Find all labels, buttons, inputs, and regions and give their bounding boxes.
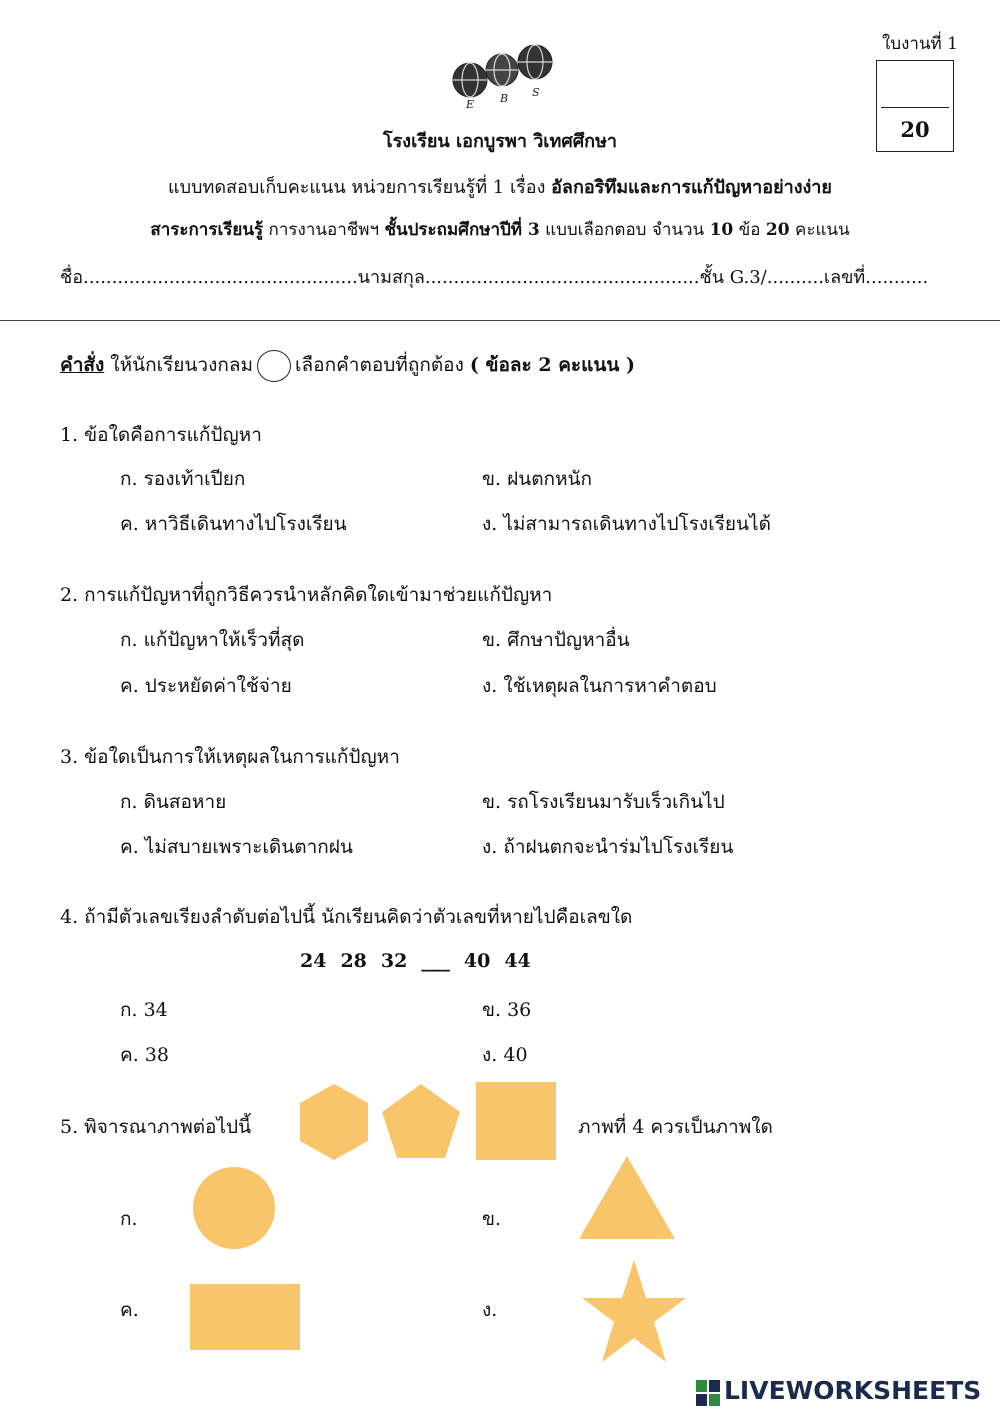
- question-count: 10: [709, 220, 734, 240]
- q5-option-d[interactable]: ง.: [482, 1299, 498, 1321]
- q1-option-a[interactable]: ก. รองเท้าเปียก: [120, 468, 246, 490]
- square-icon: [476, 1082, 556, 1160]
- q5-option-c[interactable]: ค.: [120, 1299, 139, 1321]
- q2-option-d[interactable]: ง. ใช้เหตุผลในการหาคำตอบ: [482, 675, 717, 697]
- circle-icon: [257, 350, 291, 382]
- rectangle-icon[interactable]: [190, 1284, 300, 1350]
- grade-label: ชั้นประถมศึกษาปีที่ 3: [384, 220, 540, 240]
- q5-option-b[interactable]: ข.: [482, 1208, 502, 1230]
- points-unit: คะแนน: [789, 220, 850, 240]
- logo-letter-e: E: [466, 98, 475, 111]
- hexagon-icon: [298, 1082, 370, 1162]
- instruction-label: คำสั่ง: [60, 354, 105, 376]
- test-topic: อัลกอริทึมและการแก้ปัญหาอย่างง่าย: [551, 177, 832, 198]
- sequence-blank: ___: [421, 950, 450, 972]
- sequence-number: 24: [300, 950, 327, 972]
- q2-option-a[interactable]: ก. แก้ปัญหาให้เร็วที่สุด: [120, 629, 305, 651]
- q3-option-c[interactable]: ค. ไม่สบายเพราะเดินตากฝน: [120, 836, 353, 858]
- test-title-prefix: แบบทดสอบเก็บคะแนน หน่วยการเรียนรู้ที่ 1 เรื่อง: [168, 177, 552, 198]
- subject-value: การงานอาชีพฯ: [263, 220, 385, 240]
- pentagon-icon: [380, 1082, 462, 1160]
- watermark-text: LIVEWORKSHEETS: [724, 1376, 982, 1405]
- liveworksheets-logo-icon: [696, 1380, 720, 1406]
- logo-letter-s: S: [532, 86, 540, 99]
- q2-option-b[interactable]: ข. ศึกษาปัญหาอื่น: [482, 629, 630, 651]
- q4-option-b[interactable]: ข. 36: [482, 999, 532, 1021]
- sequence-number: 40: [463, 950, 491, 972]
- test-title: [0, 172, 1000, 201]
- count-unit: ข้อ: [733, 220, 766, 240]
- star-icon[interactable]: [580, 1258, 688, 1364]
- q2-option-c[interactable]: ค. ประหยัดค่าใช้จ่าย: [120, 675, 292, 697]
- question-4: 4. ถ้ามีตัวเลขเรียงลำดับต่อไปนี้ นักเรียนคิดว่าตัวเลขที่หายไปคือเลขใด: [60, 906, 633, 928]
- question-5-prompt: ภาพที่ 4 ควรเป็นภาพใด: [578, 1116, 773, 1138]
- sequence-number: 32: [380, 950, 408, 972]
- sequence-number: 28: [340, 950, 367, 972]
- q4-option-d[interactable]: ง. 40: [482, 1044, 528, 1066]
- subject-label: สาระการเรียนรู้: [150, 220, 264, 240]
- instruction-points-note: ( ข้อละ 2 คะแนน ): [469, 354, 635, 376]
- school-name: โรงเรียน เอกบูรพา วิเทศศึกษา: [382, 131, 618, 152]
- q4-option-a[interactable]: ก. 34: [120, 999, 168, 1021]
- question-3: 3. ข้อใดเป็นการให้เหตุผลในการแก้ปัญหา: [60, 746, 400, 768]
- student-info-fields[interactable]: ชื่อ................................................นามสกุล................................................ชั้น G.3/..........เลขที่...........: [60, 267, 929, 288]
- triangle-icon[interactable]: [578, 1154, 676, 1240]
- q1-option-d[interactable]: ง. ไม่สามารถเดินทางไปโรงเรียนได้: [482, 513, 771, 535]
- q5-option-a[interactable]: ก.: [120, 1208, 138, 1230]
- q4-option-c[interactable]: ค. 38: [120, 1044, 169, 1066]
- circle-icon[interactable]: [192, 1166, 276, 1250]
- number-sequence: [300, 950, 545, 972]
- sheet-number: ใบงานที่ 1: [882, 34, 958, 54]
- q1-option-b[interactable]: ข. ฝนตกหนัก: [482, 468, 593, 490]
- header-divider: [0, 320, 1000, 321]
- format-label: แบบเลือกตอบ จำนวน: [539, 220, 710, 240]
- total-points: 20: [765, 220, 790, 240]
- q3-option-b[interactable]: ข. รถโรงเรียนมารับเร็วเกินไป: [482, 791, 725, 813]
- q3-option-d[interactable]: ง. ถ้าฝนตกจะนำร่มไปโรงเรียน: [482, 836, 734, 858]
- q1-option-c[interactable]: ค. หาวิธีเดินทางไปโรงเรียน: [120, 513, 347, 535]
- question-1: 1. ข้อใดคือการแก้ปัญหา: [60, 424, 262, 446]
- score-total: 20: [900, 117, 930, 142]
- q3-option-a[interactable]: ก. ดินสอหาย: [120, 791, 227, 813]
- instruction: [60, 350, 635, 382]
- sequence-number: 44: [504, 950, 531, 972]
- instruction-text-after: เลือกคำตอบที่ถูกต้อง: [295, 354, 470, 376]
- question-2: 2. การแก้ปัญหาที่ถูกวิธีควรนำหลักคิดใดเข้ามาช่วยแก้ปัญหา: [60, 584, 553, 606]
- school-logo: [440, 42, 565, 112]
- logo-letter-b: B: [500, 92, 509, 105]
- instruction-text-before: ให้นักเรียนวงกลม: [104, 354, 254, 376]
- question-5: 5. พิจารณาภาพต่อไปนี้: [60, 1116, 252, 1138]
- subject-line: [0, 216, 1000, 243]
- score-divider: [881, 107, 949, 108]
